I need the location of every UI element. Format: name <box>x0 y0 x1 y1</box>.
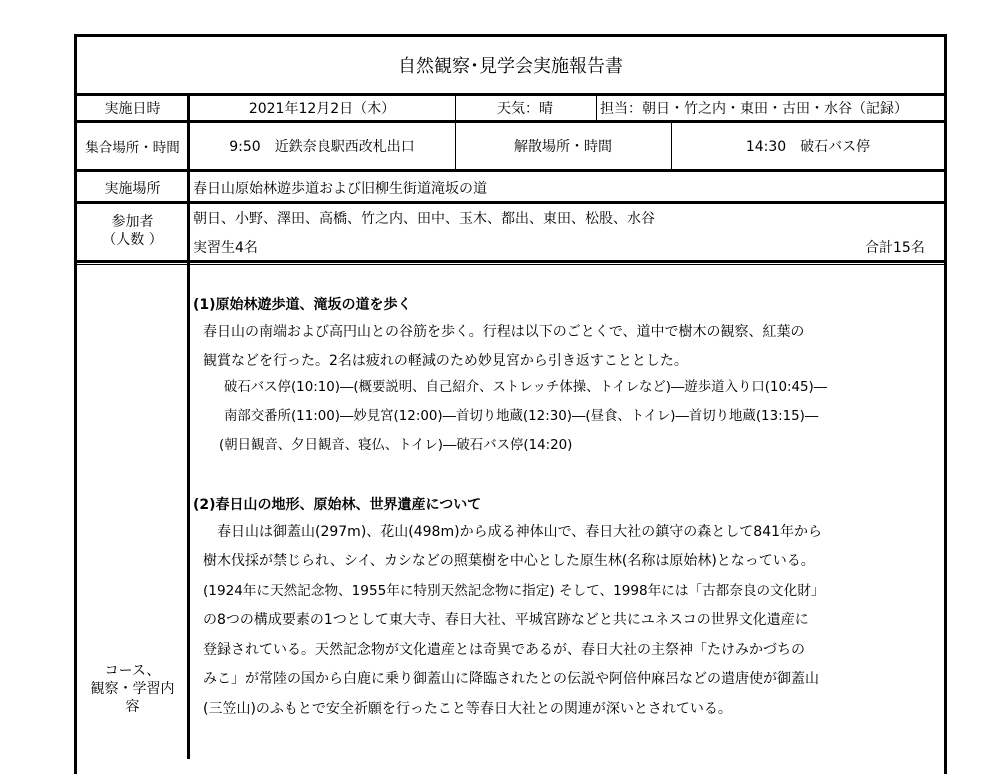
divider <box>74 201 947 204</box>
place-value: 春日山原始林遊歩道および旧柳生街道滝坂の道 <box>193 181 487 197</box>
course-label <box>77 660 188 718</box>
participants-label-line2: （人数 ） <box>102 232 163 248</box>
section2-line: 樹木伐採が禁じられ、シイ、カシなどの照葉樹を中心とした原生林(名称は原始林)となっている。 <box>203 553 815 569</box>
column-divider <box>187 93 190 759</box>
column-divider <box>596 93 597 120</box>
section2-line: (1924年に天然記念物、1955年に特別天然記念物に指定) そして、1998年には「古都奈良の文化財」 <box>203 583 825 599</box>
course-label-line2: 観察・学習内 <box>90 681 175 697</box>
column-divider <box>455 120 456 169</box>
participants-label <box>77 206 188 256</box>
section2-line: 登録されている。天然記念物が文化遺産とは奇異であるが、春日大社の主祭神「たけみかづちの <box>203 642 805 658</box>
course-label-line1: コース、 <box>104 663 161 679</box>
weather-value: 天気：晴 <box>497 101 553 117</box>
section2-line: の8つの構成要素の1つとして東大寺、春日大社、平城宮跡などと共にユネスコの世界文化遺産に <box>203 612 809 628</box>
section1-line: 春日山の南端および高円山との谷筋を歩く。行程は以下のごとくで、道中で樹木の観察、紅葉の <box>203 324 805 340</box>
date-label: 実施日時 <box>104 101 161 117</box>
dismiss-label: 解散場所・時間 <box>514 139 612 155</box>
meeting-label: 集合場所・時間 <box>85 140 180 156</box>
participants-total: 合計15名 <box>865 240 925 256</box>
section2-line: みこ」が常陸の国から白鹿に乗り御蓋山に降臨されたとの伝説や阿倍仲麻呂などの遣唐使が御蓋山 <box>203 671 819 687</box>
divider <box>74 169 947 172</box>
dismiss-value: 14:30 破石バス停 <box>745 139 871 155</box>
staff-value: 担当：朝日・竹之内・東田・古田・水谷（記録） <box>600 101 908 117</box>
place-label: 実施場所 <box>104 181 161 197</box>
divider <box>74 264 947 265</box>
participants-trainees: 実習生4名 <box>193 240 258 256</box>
course-label-line3: 容 <box>125 699 140 715</box>
section1-line: (朝日観音、夕日観音、寝仏、トイレ)―破石バス停(14:20) <box>219 438 573 453</box>
section2-heading: (2)春日山の地形、原始林、世界遺産について <box>193 497 482 513</box>
section1-line: 南部交番所(11:00)―妙見宮(12:00)―首切り地蔵(12:30)―(昼食、トイレ)―首切り地蔵(13:15)― <box>224 409 819 424</box>
meeting-value: 9:50 近鉄奈良駅西改札出口 <box>229 139 415 155</box>
section1-line: 破石バス停(10:10)―(概要説明、自己紹介、ストレッチ体操、トイレなど)―遊歩道入り口(10:45)― <box>224 380 828 395</box>
participants-label-line1: 参加者 <box>111 214 154 230</box>
column-divider <box>455 93 456 120</box>
section2-line: 春日山は御蓋山(297m)、花山(498m)から成る神体山で、春日大社の鎮守の森として841年から <box>217 524 823 540</box>
participants-names: 朝日、小野、澤田、高橋、竹之内、田中、玉木、都出、東田、松股、水谷 <box>193 211 655 227</box>
section1-line: 観賞などを行った。2名は疲れの軽減のため妙見宮から引き返すこととした。 <box>203 353 688 369</box>
divider <box>74 260 947 263</box>
column-divider <box>671 120 672 169</box>
date-value: 2021年12月2日（木） <box>248 101 396 117</box>
section1-heading: (1)原始林遊歩道、滝坂の道を歩く <box>193 297 412 313</box>
page-title: 自然観察･見学会実施報告書 <box>398 56 623 77</box>
section2-line: (三笠山)のふもとで安全祈願を行ったこと等春日大社との関連が深いとされている。 <box>203 701 732 717</box>
